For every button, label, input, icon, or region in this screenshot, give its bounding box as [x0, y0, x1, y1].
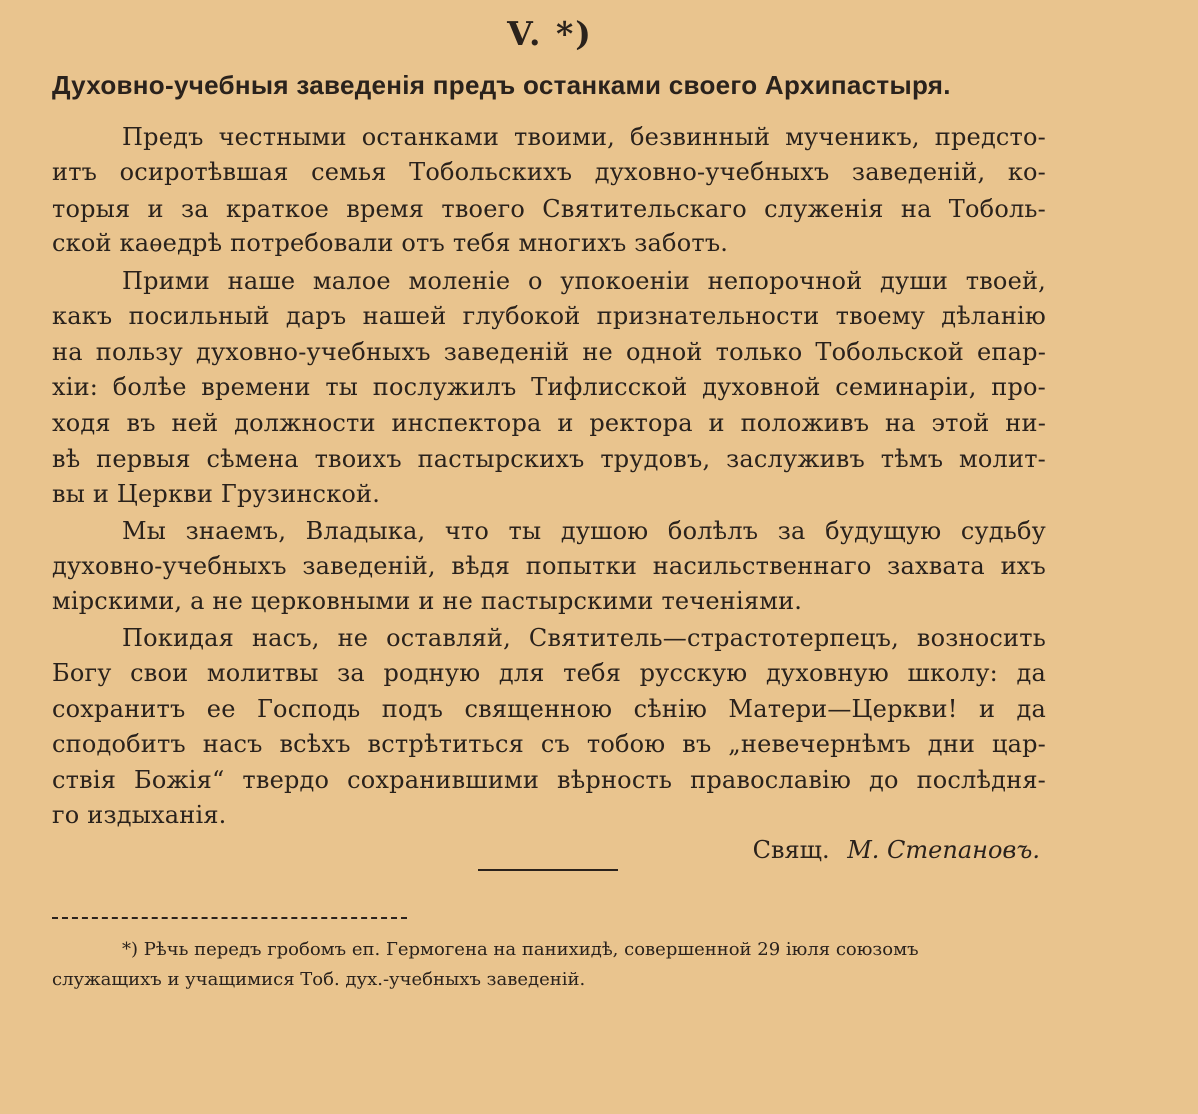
- body-line: сохранитъ ее Господь подъ священною сѣнію Матери—Церкви! и да: [52, 695, 1046, 723]
- body-line: вы и Церкви Грузинской.: [52, 480, 381, 508]
- body-line: ходя въ ней должности инспектора и ректора и положивъ на этой ни-: [52, 409, 1046, 437]
- body-line: духовно-учебныхъ заведеній, вѣдя попытки насильственнаго захвата ихъ: [52, 552, 1046, 580]
- body-line: итъ осиротѣвшая семья Тобольскихъ духовно-учебныхъ заведеній, ко-: [52, 158, 1046, 186]
- signature-name: М. Степановъ.: [847, 836, 1040, 864]
- footnote-line: служащихъ и учащимися Тоб. дух.-учебныхъ заведеній.: [52, 969, 586, 990]
- body-line: торыя и за краткое время твоего Святительскаго служенія на Тоболь-: [52, 195, 1046, 223]
- footnote-rule: [52, 917, 407, 919]
- body-line: ствія Божія“ твердо сохранившими вѣрность православію до послѣдня-: [52, 766, 1046, 794]
- signature-title: Свящ.: [752, 836, 830, 864]
- body-line: го издыханія.: [52, 801, 227, 829]
- signature: [660, 836, 1040, 864]
- body-line: мірскими, а не церковными и не пастырскими теченіями.: [52, 587, 803, 615]
- separator-rule: [478, 869, 618, 871]
- body-line: Покидая насъ, не оставляй, Святитель—страстотерпецъ, возносить: [122, 624, 1046, 652]
- body-line: вѣ первыя сѣмена твоихъ пастырскихъ трудовъ, заслуживъ тѣмъ молит-: [52, 445, 1046, 473]
- body-line: Прими наше малое моленіе о упокоеніи непорочной души твоей,: [122, 267, 1046, 295]
- body-line: хіи: болѣе времени ты послужилъ Тифлисской духовной семинаріи, про-: [52, 373, 1046, 401]
- body-line: Богу свои молитвы за родную для тебя русскую духовную школу: да: [52, 659, 1046, 687]
- body-line: Мы знаемъ, Владыка, что ты душою болѣлъ за будущую судьбу: [122, 517, 1046, 545]
- body-line: какъ посильный даръ нашей глубокой признательности твоему дѣланію: [52, 302, 1046, 330]
- body-line: Предъ честными останками твоими, безвинный мученикъ, предсто-: [122, 123, 1046, 151]
- page-title: Духовно-учебныя заведенія предъ останками своего Архипастыря.: [52, 70, 951, 100]
- section-number: V. *): [507, 14, 593, 53]
- body-line: на пользу духовно-учебныхъ заведеній не одной только Тобольской епар-: [52, 338, 1046, 366]
- body-line: сподобитъ насъ всѣхъ встрѣтиться съ тобою въ „невечернѣмъ дни цар-: [52, 730, 1046, 758]
- footnote-line: *) Рѣчь передъ гробомъ еп. Гермогена на панихидѣ, совершенной 29 іюля союзомъ: [122, 939, 919, 960]
- body-line: ской каѳедрѣ потребовали отъ тебя многихъ заботъ.: [52, 229, 729, 257]
